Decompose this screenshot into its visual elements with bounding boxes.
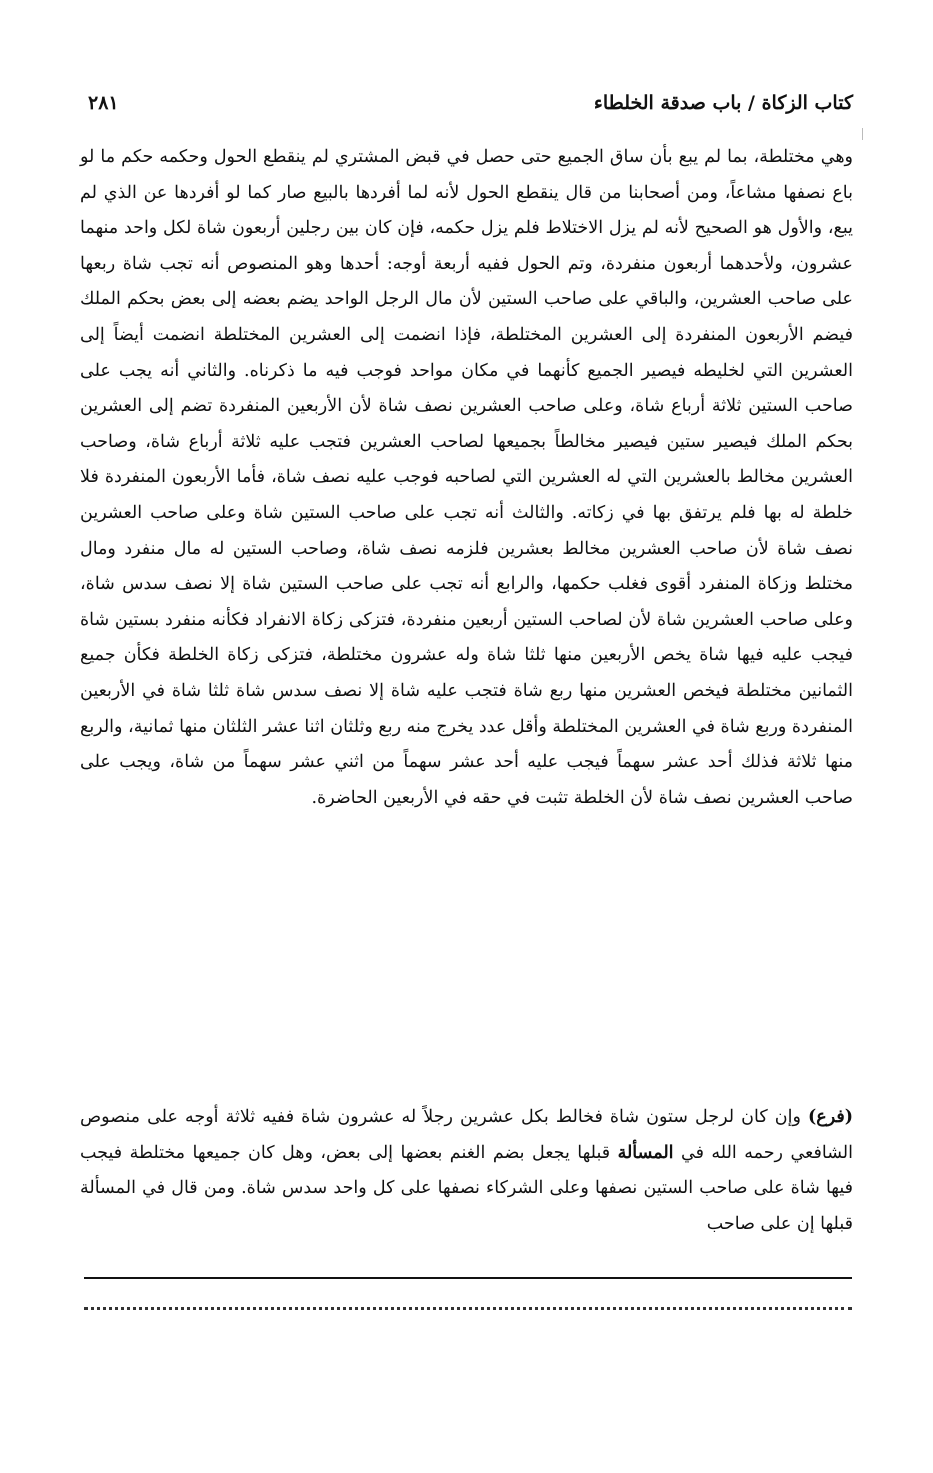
running-title: كتاب الزكاة / باب صدقة الخلطاء	[593, 92, 853, 114]
page-header	[80, 92, 853, 122]
page-number: ٢٨١	[88, 92, 119, 114]
dotted-separator	[84, 1307, 852, 1310]
paragraph-2	[80, 1100, 853, 1242]
main-text	[80, 140, 853, 816]
margin-mark	[862, 128, 863, 140]
paragraph-label: (فرع)	[807, 1107, 853, 1127]
footnote-separator	[84, 1277, 852, 1279]
paragraph-1: وهي مختلطة، بما لم يبع بأن ساق الجميع حتى حصل في قبض المشتري لم ينقطع الحول وحكمه حكم ما لو باع نصفها مشاعاً، ومن أصحابنا من قال ينقطع الحول لأنه لما أفردها بالبيع صار كما لو أفردها عن الذي لم يبع، والأول هو الصحيح لأنه لم يزل الاختلاط فلم يزل حكمه، فإن كان بين رجلين أربعون شاة لكل واحد منهما عشرون، ولأحدهما أربعون منفردة، وتم الحول ففيه أربعة أوجه: أحدها وهو المنصوص أنه تجب شاة ربعها على صاحب العشرين، والباقي على صاحب الستين لأن مال الرجل الواحد يضم بعضه إلى بعض بحكم الملك فيضم الأربعون المنفردة إلى العشرين المختلطة، فإذا انضمت إلى العشرين المختلطة انضمت أيضاً إلى العشرين التي لخليطه فيصير الجميع كأنهما في مكان مواحد فوجب فيه ما ذكرناه. والثاني أنه يجب على صاحب الستين ثلاثة أرباع شاة، وعلى صاحب العشرين نصف شاة لأن الأربعين المنفردة تضم إلى العشرين بحكم الملك فيصير ستين فيصير مخالطاً بجميعها لصاحب العشرين فتجب عليه ثلاثة أرباع شاة، وصاحب العشرين مخالط بالعشرين التي له العشرين التي لصاحبه فوجب عليه نصف شاة، فأما الأربعون المنفردة فلا خلطة له بها فلم يرتفق بها في زكاته. والثالث أنه تجب على صاحب الستين شاة وعلى صاحب العشرين نصف شاة لأن صاحب العشرين مخالط بعشرين فلزمه نصف شاة، وصاحب الستين له مال منفرد ومال مختلط وزكاة المنفرد أقوى فغلب حكمها، والرابع أنه تجب على صاحب الستين شاة إلا نصف سدس شاة، وعلى صاحب العشرين شاة لأن لصاحب الستين أربعين منفردة، فتزكى زكاة الانفراد فكأنه منفرد بستين شاة فيجب عليه فيها شاة يخص الأربعين منها ثلثا شاة وله عشرون مختلطة، فتزكى زكاة الخلطة فكأن جميع الثمانين مختلطة فيخص العشرين منها ربع شاة فتجب عليه شاة إلا نصف سدس شاة ثلثا شاة في الأربعين المنفردة وربع شاة في العشرين المختلطة وأقل عدد يخرج منه ربع وثلثان اثنا عشر الثلثان منها ثمانية، والربع منها ثلاثة فذلك أحد عشر سهماً فيجب عليه أحد عشر سهماً من اثني عشر سهماً من شاة، ويجب على صاحب العشرين نصف شاة لأن الخلطة تثبت في حقه في الأربعين الحاضرة.	[80, 147, 853, 808]
paragraph-2-bold-word: المسألة	[617, 1142, 674, 1163]
paragraph-2-text-b: قبلها يجعل بضم الغنم بعضها إلى بعض، وهل كان جميعها مختلطة فيجب فيها شاة على صاحب الستين نصفها وعلى الشركاء نصفها على كل واحد سدس شاة. ومن قال في المسألة قبلها إن على صاحب	[80, 1142, 853, 1234]
paragraph-2-text-a: وإن كان لرجل ستون شاة فخالط بكل عشرين رجلاً له عشرون شاة ففيه ثلاثة أوجه على منصوص الشافعي رحمه الله في	[80, 1107, 853, 1163]
paragraph-2-block	[80, 1100, 853, 1242]
